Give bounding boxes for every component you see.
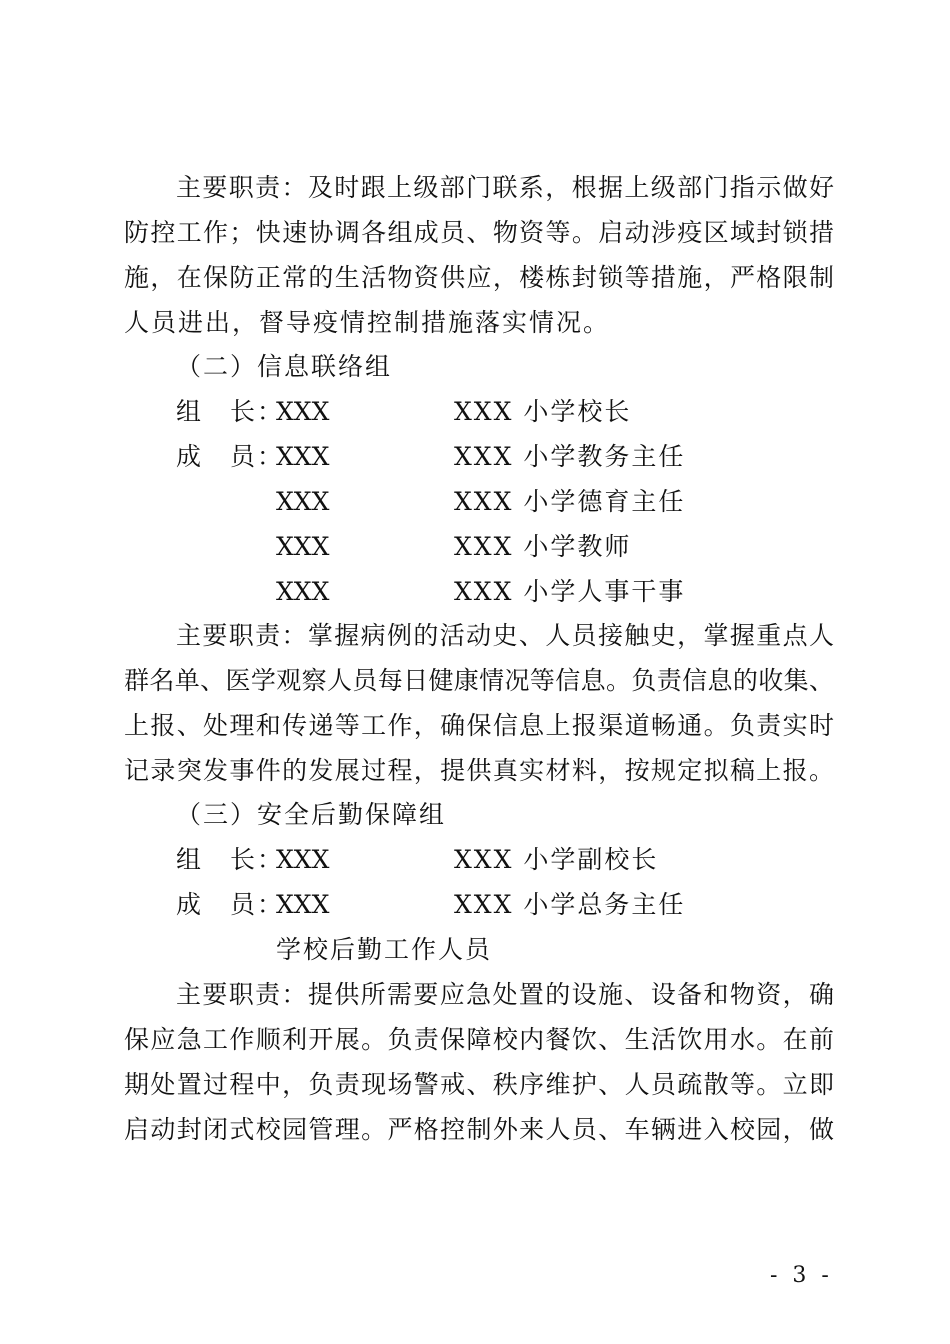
section3-member-name: XXX bbox=[276, 890, 330, 919]
para1-line-4: 人员进出，督导疫情控制措施落实情况。 bbox=[124, 308, 611, 337]
section2-duty-line-2: 群名单、医学观察人员每日健康情况等信息。负责信息的收集、 bbox=[124, 666, 834, 695]
section3-duty-line-2: 保应急工作顺利开展。负责保障校内餐饮、生活饮用水。在前 bbox=[124, 1025, 834, 1054]
section2-member-2-name: XXX bbox=[276, 487, 330, 516]
section2-leader-name: XXX bbox=[276, 397, 330, 426]
section3-duty-line-4: 启动封闭式校园管理。严格控制外来人员、车辆进入校园，做 bbox=[124, 1115, 834, 1144]
section2-member-2-title: XXX 小学德育主任 bbox=[454, 487, 686, 516]
section3-heading: （三）安全后勤保障组 bbox=[176, 800, 447, 829]
section2-member-3-title: XXX 小学教师 bbox=[454, 532, 632, 561]
section2-heading: （二）信息联络组 bbox=[176, 352, 393, 381]
section2-leader-title: XXX 小学校长 bbox=[454, 397, 632, 426]
section3-leader-title: XXX 小学副校长 bbox=[454, 845, 659, 874]
page-number: - 3 - bbox=[770, 1263, 833, 1288]
section2-member-1-title: XXX 小学教务主任 bbox=[454, 442, 686, 471]
para1-line-2: 防控工作；快速协调各组成员、物资等。启动涉疫区域封锁措 bbox=[124, 218, 834, 247]
para1-line-3: 施，在保防正常的生活物资供应，楼栋封锁等措施，严格限制 bbox=[124, 263, 834, 292]
section3-staff: 学校后勤工作人员 bbox=[276, 935, 493, 964]
section3-leader-name: XXX bbox=[276, 845, 330, 874]
section2-members-role: 成 员： bbox=[176, 442, 285, 471]
section3-duty-line-1: 主要职责：提供所需要应急处置的设施、设备和物资，确 bbox=[176, 980, 834, 1009]
section2-member-4-title: XXX 小学人事干事 bbox=[454, 577, 686, 606]
section2-member-4-name: XXX bbox=[276, 577, 330, 606]
section3-leader-role: 组 长： bbox=[176, 845, 285, 874]
section2-duty-line-4: 记录突发事件的发展过程，提供真实材料，按规定拟稿上报。 bbox=[124, 756, 834, 785]
para1-line-1: 主要职责：及时跟上级部门联系，根据上级部门指示做好 bbox=[176, 173, 834, 202]
section2-duty-line-3: 上报、处理和传递等工作，确保信息上报渠道畅通。负责实时 bbox=[124, 711, 834, 740]
section2-leader-role: 组 长： bbox=[176, 397, 285, 426]
section3-member-title: XXX 小学总务主任 bbox=[454, 890, 686, 919]
section3-member-role: 成 员： bbox=[176, 890, 285, 919]
section2-member-3-name: XXX bbox=[276, 532, 330, 561]
section2-duty-line-1: 主要职责：掌握病例的活动史、人员接触史，掌握重点人 bbox=[176, 621, 834, 650]
section2-member-1-name: XXX bbox=[276, 442, 330, 471]
section3-duty-line-3: 期处置过程中，负责现场警戒、秩序维护、人员疏散等。立即 bbox=[124, 1070, 834, 1099]
